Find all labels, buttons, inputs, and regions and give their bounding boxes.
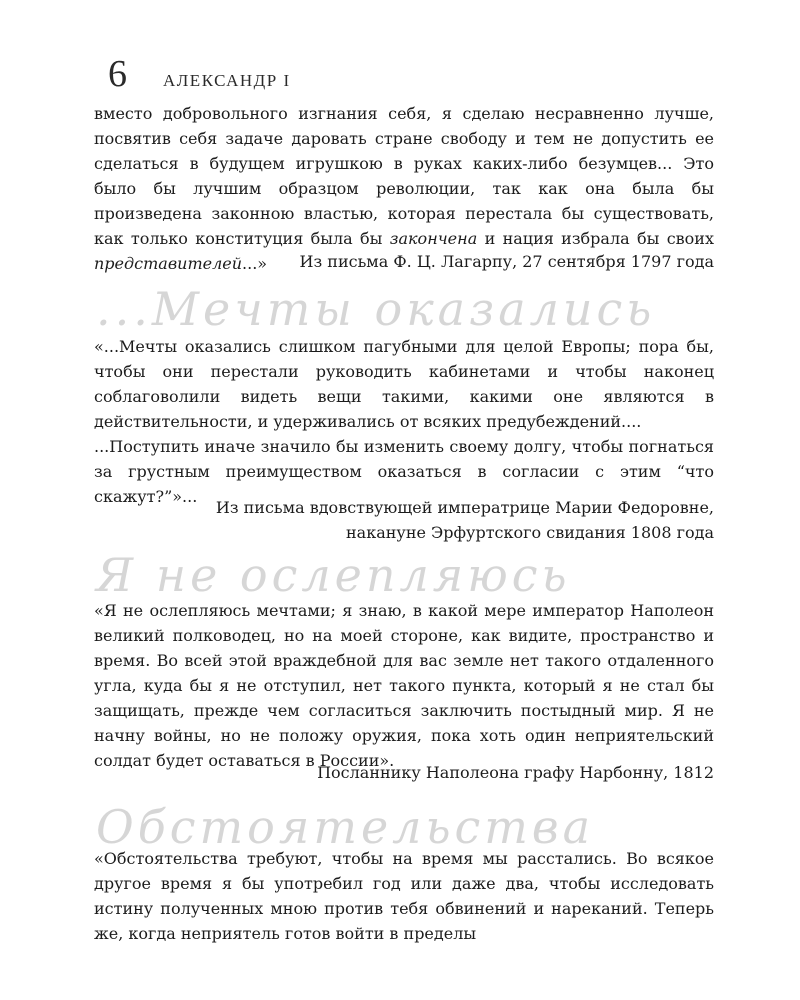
emphasis-text: представителей — [94, 254, 243, 273]
section-heading-dreams: ...Мечты оказались — [96, 282, 656, 336]
quote-paragraph: ...Поступить иначе значило бы изменить своему долгу, чтобы погнаться за грустным преимуществом оказаться в согласии с этим “что скажут?”»... — [94, 437, 714, 506]
page-number: 6 — [108, 53, 127, 95]
quote-paragraph: «Обстоятельства требуют, чтобы на время мы расстались. Во всякое другое время я бы употребил год или даже два, чтобы исследовать истину полученных мною против тебя обвинений и нареканий. Теперь же, когда неприятель готов войти в пределы — [94, 849, 714, 943]
section-heading-not-blinded: Я не ослепляюсь — [96, 548, 571, 602]
section-heading-circumstances: Обстоятельства — [96, 800, 595, 854]
page-header — [108, 52, 291, 96]
attribution-2 — [94, 495, 714, 545]
quote-block-3 — [94, 598, 714, 773]
attribution-3: Посланнику Наполеона графу Нарбонну, 1812 — [317, 763, 714, 782]
attribution-1: Из письма Ф. Ц. Лагарпу, 27 сентября 1797 года — [299, 252, 714, 271]
running-title: АЛЕКСАНДР I — [163, 71, 291, 90]
quote-paragraph: «...Мечты оказались слишком пагубными для целой Европы; пора бы, чтобы они перестали руководить кабинетами и чтобы наконец соблаговолили видеть вещи такими, какими оне являются в действительности, и удерживались от всяких предубеждений.... — [94, 337, 714, 431]
attribution-line: накануне Эрфуртского свидания 1808 года — [346, 523, 714, 542]
quote-paragraph: вместо добровольного изгнания себя, я сделаю несравненно лучше, посвятив себя задаче даровать стране свободу и тем не допустить ее сделаться в будущем игрушкою в руках каких-либо безумцев... Это было бы лучшим образцом революции, так как она была бы произведена законною властью, которая перестала бы существовать, как только конституция была бы закончена и нация избрала бы своих представителей...» — [94, 104, 714, 273]
attribution-line: Из письма вдовствующей императрице Марии Федоровне, — [215, 498, 714, 517]
quote-paragraph: «Я не ослепляюсь мечтами; я знаю, в какой мере император Наполеон великий полководец, но на моей стороне, как видите, пространство и время. Во всей этой враждебной для вас земле нет такого отдаленного угла, куда бы я не отступил, нет такого пункта, который я не стал бы защищать, прежде чем согласиться заключить постыдный мир. Я не начну войны, но не положу оружия, пока хоть один неприятельский солдат будет оставаться в России». — [94, 601, 714, 770]
emphasis-text: закончена — [389, 229, 478, 248]
quote-block-2 — [94, 334, 714, 509]
quote-block-4 — [94, 846, 714, 946]
